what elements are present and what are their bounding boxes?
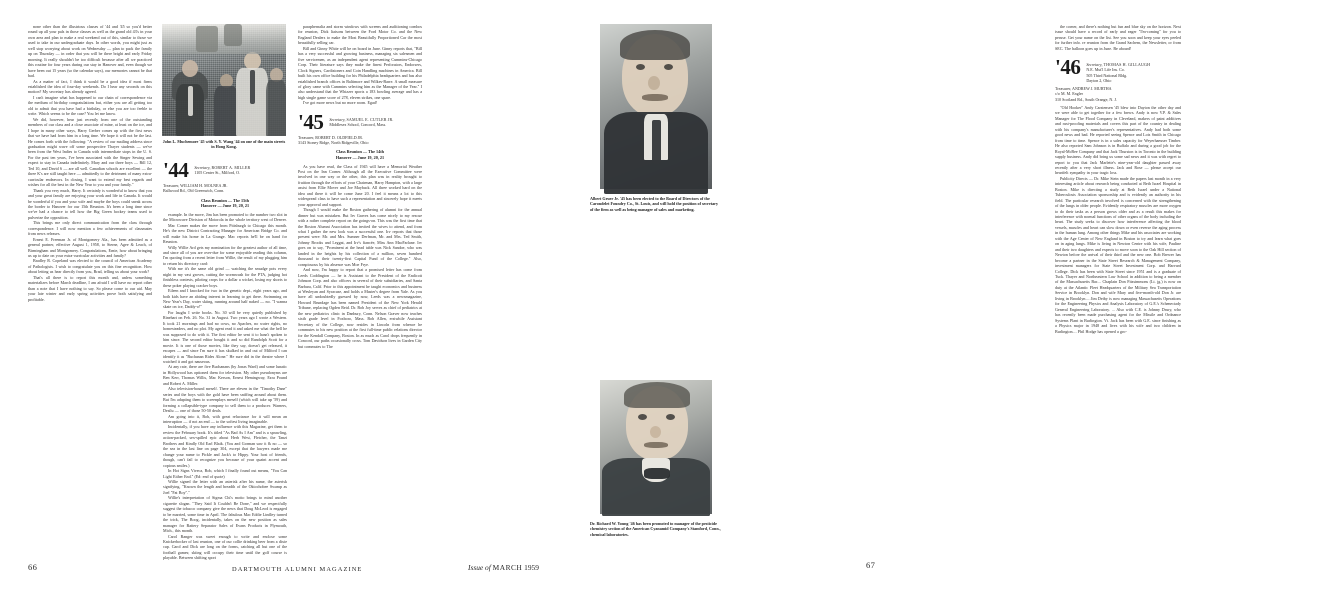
richard-young-portrait <box>600 380 712 514</box>
secretary-label: Secretary, <box>329 116 346 122</box>
page-number-right: 67 <box>866 560 876 570</box>
issue-month: MARCH <box>492 563 523 572</box>
albert-gruer-portrait <box>600 24 712 189</box>
column-3 <box>298 24 422 561</box>
paragraph: Bradley R. Copeland was elected to the council of American Academy of Pathologists. I wish to congratulate you on this fine recognition. How about letting us hear directly from you, Brad, telling us about your work? <box>28 258 152 275</box>
treasurer-label: Treasurer, <box>1055 86 1072 92</box>
class-year-45: '45 <box>298 109 324 134</box>
class-year-44: '44 <box>163 158 189 182</box>
paragraph: Thank you very much, Harry. It certainly is wonderful to know that you and your great family are enjoying your work and life in Canada. It would be wonderful if you and your wife and maybe the boys could sneak across the border to Hanover for our 15th Reunion. It's been a long time since we've had a chance to tell how the Big Green hockey teams used to pulverize the opposition. <box>28 187 152 220</box>
secretary-name: THOMAS H. GILLAUGH <box>1103 62 1151 68</box>
paragraph: Incidentally, if you have any influence with this Magazine, get them to review the February book. It's titled "As Bad As I Am" and is a sprawling, action-packed, sex-spilled epic about Herb West, Fletcher, the Tanzi Brothers and Kindly Old Earl Blaik. (You and Gorman saw it & no — so the sea in the last line on page 304, except that the lawyers made me change your name to Pickle and Jack's to Hippy. Your host of friends, though, can't fail to recognize you because of your quaint accent and copious smiles.) <box>163 424 287 468</box>
secretary-address-line-2: 505 Third National Bldg. <box>1086 72 1128 78</box>
paragraph: Though I would make the Boston gathering of alumni for the annual dinner but was mistaken. But Irv Graves has come nicely to my rescue with a rather complete report on the goings-on. This was the first time that the Boston Alumni Association has invited the wives to attend, and from what I gather the new look was a successful one. Irv reports that those present were: Mr. and Mrs. Sumner Derfman, Mr. and Mrs. Ted Smith, Johnny Brooks and Leggat, and Irv's fiancée, Miss Ann MacFarlane. Irv goes on to say, "Prominent at the head table was Nick Sandoe, who was landed in the heights by his collection of a million, seven hundred thousand to their twenty-first Capital Fund of the College." Also, conspicuous by his absence was Moe Frye. <box>298 207 422 267</box>
page-right <box>448 0 1181 600</box>
secretary-address: Middlesex School, Concord, Mass. <box>329 122 387 127</box>
paragraph: Also television-bound meself. There are eleven in the "Timothy Dane" series and the boys with the gold have been sniffing around about them. But I'm adapting them to screenplays meself (which will take up '59) and forming a collapsible-type company to sell them to a producer. Warners, Desilu — one of those 50-50 deals. <box>163 386 287 414</box>
paragraph: I've got more news but no more room. Egad! <box>303 100 378 106</box>
hong-kong-photo-caption: John L. Muchemore '45 with S. Y. Wang '44 on one of the main streets in Hong Kong. <box>162 139 286 150</box>
paragraph: Bill and Ginny White will be on board in June. Ginny reports that, "Bill has a very successful and growing business, managing six salesmen and five servicemen, as an independent agent representing Cummins-Chicago Corp. Their literature says they make the finest Perforators, Endorsers, Clock Signers, Cardizioners and Coin Handling machines in America. Bill built his own office building for his Philadelphia headquarters and has also established branch offices in Baltimore and Wilkes-Barre. A small measure of glory came with Cummins selecting him as the Manager of the Year." I also understand that the Whizzer sports a 183 bowling average and has a high single game score of 278, eleven strikes, one spare. <box>298 45 422 100</box>
treasurer-address: 3143 Stoney Ridge, North Ridgeville, Ohio <box>298 140 369 146</box>
paragraph: paraphernalia and storm windows with screens and auditioning combos for reunion, Dick liaisons between the Ford Motor Co. and the New England Dealers to make the Most Beautifully Proportioned Car the most beautifully selling car. <box>298 24 422 46</box>
paragraph: And now, I'm happy to report that a promised letter has come from Leeds Coddington — he is Assistant to the President of the Endicott Johnson Corp. and also officers in several of their subsidiaries, and Santa Barbara, Calif. Prior to this appointment he taught economics and business at Wesleyan and Syracuse, and holds a Master's degree from Yale. As you have all undoubtedly guessed by now, Leeds was a newsmagazine, Howard Brundage has been named President of the New York Herald Tribune, replacing Ogden Reid. Dr. Bob Joy serves as chief of pediatrics at the new pediatrics clinic in Danbury, Conn. Nelson Graver now teaches sixth grade level in Foxboro, Mass. Bob Allen, erstwhile Assistant Secretary of the College, now resides in Lincoln from whence he commutes to his new position at the first full-time public relations director for the Kendall Company, Boston. In as much as Carol drops frequently in Concord, our paths occasionally cross. Tom Davidson lives in Garden City but commutes to The <box>298 267 422 349</box>
treasurer-address-line-1: c/o M. M. Engler <box>1055 91 1083 97</box>
paragraph: the corner, and there's nothing but fun and blue sky on the horizon. Next issue should have a record of early and eager "I'm-coming" for you to peruse. Get your name on the list. See you soon and keep your eyes peeled for further info. re reunion from the Grand Sachem, the Newsletter, or from SEC. The balloon goes up in June. Be aboard! <box>1055 24 1181 51</box>
treasurer-name: ROBERT D. OLDFIELD JR. <box>315 134 363 140</box>
reunion-line-2: Hanover — June 19, 20, 21 <box>335 154 385 160</box>
reunion-line-2: Hanover — June 19, 20, 21 <box>200 203 250 209</box>
secretary-name: SAMUEL E. CUTLER JR. <box>346 116 394 122</box>
paragraph: Willie's interpretation of Sigma Chi's motto brings to mind another cigarette slogan. "They Said It Couldn't Be Done," and we respectfully suggest the tobacco company give the news that Doug McLeod is engaged to be married, some time in April. The fabulous Mac Eddie Lindley turned the trick, The Boog, incidentally, takes on the new position as sales manager for Battery Separator Sales of Evans Products in Plymouth, Mich., this month. <box>163 495 287 534</box>
issue-year: 1959 <box>524 563 539 572</box>
class-heading-44 <box>163 158 287 209</box>
secretary-label: Secretary, <box>1086 62 1103 68</box>
class-46-secretary <box>1086 58 1150 83</box>
paragraph: Ernest E. Freeman Jr. of Montgomery Ala., has been admitted as a general partner, effective August 1, 1958, to Sterne, Agee & Leach, of Birmingham and Montgomery. Congratulations, Ernie, how about bringing us up to date on your extra-curricular activities and family? <box>28 236 152 259</box>
paragraph: For laughs I write books. No. 30 will be very quietly published by Rinehart on Feb. 26. No. 31 in August. Two years ago I wrote a Western. It took 21 mornings and had no cows, no Apaches, no water rights, no homesteaders, and no plot. My agent read it and asked me what the hell he was supposed to do with it. The first editor he sent it to hasn't spoken to him since. The second editor bought it and so did Randolph Scott for a movie. It is one of those movies, like they say, doesn't get released, it escapes — and since I'm sure it has skulked in and out of Milford I can identify it as "Buchanan Rides Alone." He sure did in the theatre where I watched it and got nauseous. <box>163 309 287 365</box>
class-45-secretary <box>329 113 393 127</box>
paragraph: At any rate, there are five Buchanans (by Jonas Ward) and some lunatic in Hollywood has optioned them for television. My other pseudonyms are Ben Kerr, Thomas Willis, Mac Kerson, Ernest Hemingway, Ezra Pound and Robert A. Miller. <box>163 364 287 386</box>
class-45-treasurer <box>298 135 422 146</box>
reunion-line-1: Class Reunion — The 15th <box>201 197 249 203</box>
class-heading-46 <box>1055 55 1181 102</box>
paragraph: example. In the move, Jim has been promoted to the number two slot in the Microwave Division of Motorola in the whole territory west of Denver. <box>163 211 287 223</box>
class-heading-45 <box>298 109 422 161</box>
class-44-treasurer <box>163 183 287 194</box>
paragraph: This brings me only direct communication from the class through correspondence. I will now mention a few achievements of classmates from news releases. <box>28 220 152 237</box>
issue-line <box>468 563 539 572</box>
column-1 <box>28 24 152 561</box>
treasurer-name: WILLIAM H. MOLNEA JR. <box>180 183 228 188</box>
class-44-reunion <box>163 198 287 209</box>
magazine-name-left: DARTMOUTH ALUMNI MAGAZINE <box>232 566 363 573</box>
class-44-secretary <box>194 161 250 175</box>
paragraph: "Old Hooker" Andy Carstensen '45 blew into Dayton the other day and we were able to get together for a few brews. Andy is now V.P. & Sales Manager for The Flood Company in Cleveland, makers of paint additives and rust-proofing materials and covers this part of the country in dealing with his company's manufacturer's representatives. Andy had both some good news and bad. He reported seeing Spence and Lois Smith in Chicago from time to time. Spence is in a sales capacity for Weyerhaeuser Timber. He also reported Sam Johnson is in Buffalo and during a good job for the Royal-McBee Company and that Jack Thurston is in Toronto in the building supply business. Andy did bring us some sad news and it was with regret to report to you that Jack Marlette's nine-year-old daughter passed away recently after a very short illness. Jack and Rose — please accept our heartfelt sympathy in your tragic loss. <box>1055 104 1181 176</box>
paragraph: Am going into it, Bob, with great reluctance for it will mean an interruption — if not an end — to the softest living imaginable. <box>163 413 287 424</box>
right-page-columns <box>918 24 1318 558</box>
paragraph: Publicity Directs — Dr. Mike Stein made the papers last month in a very interesting article about research being conducted at Beth Israel Hospital in Boston. Mike is directing a study at Beth Israel under a National Tuberculosis Association sponsorship and is evidently an authority in his field. The particular research involved is concerned with the strengthening of the lungs in older people. Evidently respiratory muscles are more oxygen to do their tasks as a person grows older and as a result this makes for interference with normal functions of other organs of the body including the heart. The study seeks to discover how interference affecting the blood vessels, muscles and heart can slow down or even reverse the aging process in the human lung. Among other things Mike and his associates are working with the Age Center of New England in Boston to try and learn what goes on in aging lungs. Mike is living in Newton Centre with his wife, Pauline and their two daughters and expects to move soon to the Oak Hill section of Newton before the arrival of their third and the new one. Bob Brewer has become a partner in the State Street Research & Management Company, investment managers for State Street Investment Corp. and Harvard College. Dick has been with State Street since 1951 and is a graduate of Tuck. Thayer and Northeastern Law School in addition to being a member of the Massachusetts Bar.... Chaplain Don Fitzsimmons (Lt. jg.) is now on duty at the Atlantic Fleet Headquarters of the Military Sea Transportation Service in Brooklyn. Don and wife Mary and five-month-old Don Jr. are living in Brooklyn.... Jim Deiby is now managing Massachusetts Operations for the Engineering Physics and Analysis Laboratory of G.E.'s Schenectady General Engineering Laboratory. ... Also with C.E. is Johnny Drury, who has recently been made purchasing agent for the Missile and Ordnance Systems Plant in Burlington. Vt. Jack has been with G.E. since finishing as a Physics major in 1948 and lives with his wife and two children in Burlington.... Phil Hodge has opened a gro- <box>1055 175 1181 334</box>
paragraph: With me it's the same old grind — watching the smudge pots every night in my vast groves, cutting the wormwash for the PTA, judging hot finishless contests, piloting crops for a dollar a wicket, losing my shorts to these poker playing cracker boys. <box>163 266 287 288</box>
paragraph: Willie signed the letter with an asterisk after his name, the asterisk signifying, "Known the length and breadth of the Oktochobee Swamp as Joel "Fat Boy"." <box>163 478 287 495</box>
treasurer-address: Ballwood Rd., Old Greenwich, Conn. <box>163 188 225 194</box>
column-5 <box>918 24 1044 558</box>
class-year-46: '46 <box>1055 55 1081 80</box>
treasurer-label: Treasurer, <box>163 183 180 188</box>
issue-prefix: Issue of <box>468 563 491 572</box>
treasurer-name: ANDREW J. MURTHA <box>1072 86 1112 92</box>
class-45-reunion <box>298 149 422 160</box>
column-6 <box>1055 24 1181 558</box>
richard-young-caption: Dr. Richard W. Young '46 has been promoted to manager of the pesticide chemistry section of the American Cyanamid Company's Stamford, Conn., chemical laboratories. <box>590 521 721 537</box>
hong-kong-street-photo <box>162 24 286 136</box>
class-46-treasurer <box>1055 86 1181 102</box>
paragraph: Mac Comer makes the move from Pittsburgh to Chicago this month. He's the new District Contracting Manager for American Bridge Co. and will make his home in La Grange. Mac reports he'll be on hand for Reunion. <box>163 222 287 245</box>
paragraph: I can't imagine what has happened to our chain of correspondence via the medium of birthday congratulations but, either you are all getting too old to admit that you have had a birthday, or else you are too feeble to write. Which seems to be the case? You let me know. <box>28 94 152 117</box>
secretary-address-line-3: Dayton 2, Ohio <box>1086 77 1112 83</box>
paragraph: As you have read, the Class of 1945 will have a Memorial Weather Post on the Inn Corner. Although all the Executive Committee were involved in one way or the other, this plan was in reality brought to fruition through the efforts of your Chairman, Harry Hampton, with a large assist from Ellie Mover and Joe Mayback. All three worked hard on the idea and there it will be come June 20. I feel it means a lot to this widespread class to have such a representation and sincerely hope it meets your approval and support. <box>298 163 422 207</box>
paragraph: As a matter of fact, I think it would be a good idea if most firms established the idea of four-day weekends. Do I hear any seconds on this motion? My secretary has already agreed. <box>28 78 152 95</box>
albert-gruer-caption: Albert Gruer Jr. '45 has been elected to the Board of Directors of the Carondelet Foundry Co., St. Louis, and will hold the position of secretary of the firm as well as being manager of sales and marketing. <box>590 196 719 212</box>
secretary-name: ROBERT A. MILLER <box>211 165 251 170</box>
page-number-left: 66 <box>28 562 38 572</box>
secretary-address: 1105 Center St., Milford, O. <box>194 170 241 176</box>
page-left <box>0 0 448 600</box>
paragraph: In Hot Signs Viveca, Bob, which I finally found out means, "You Can Light Either End." (Ed: end of quote) <box>163 468 287 479</box>
paragraph: Eileen and I knocked for two in the genetic dept., eight years ago, and both kids have an abiding interest in learning to get there. Swimming on New Year's Day, water skiing, running around half naked — no. "I wanna skate on ice, Daddy-o!" <box>163 288 287 310</box>
paragraph: Willy Willie Ard gets my nomination for the greatest author of all time, and since all of you are over-due for some enjoyable reading this column, I'm quoting from a recent letter from Willie, the result of my plugging him to return his directory card: <box>163 244 287 266</box>
reunion-line-1: Class Reunion — The 14th <box>336 149 384 155</box>
secretary-address-line-1: N.E. Mut'l Life Ins. Co. <box>1086 67 1125 73</box>
paragraph: We did, however, hear just recently from one of the outstanding members of our class and a close associate of mine, at least on the ice, and I hope in many other ways, Harry Gerber comes up with the first news that we have had from him in a long time. We hope it will not be the last. He comes forth with the following: "A review of our mailing address since graduation might wave off some prospective Thayer students — we've been from the West Indies to Canada with intermediate stops in the U. S. For the past ten years, I've been associated with the Singer Sewing and expect to stay in Canada indefinitely. Mary and our three boys — Bill 12, Ted 10, and David 6 — are all well. Canadian schools are excellent — the three K's are still taught here — admittedly to the detriment of many extra-curricular endeavors. In closing, I want to extend my best regards and wishes for all the best in the New Year to you and your family." <box>28 116 152 188</box>
secretary-label: Secretary, <box>194 165 211 170</box>
paragraph: Carol Ranger was sweet enough to write and enclose some Knickerbocker of last reunion, one of our collie drinking beer from a dixie cup. Carol and Dick are long on the forms, catching all but one of the football games; skiing will occupy their time until the golf course is playable. Between shifting sport <box>163 533 287 561</box>
treasurer-label: Treasurer, <box>298 134 315 140</box>
paragraph: none other than the illustrious classes of '44 and '45 so you'd better round up all your pals in those classes as well as the grand old 43's in your own area and plan to make a real weekend out of this, similar to those we used to take in our undergraduate days. In other words, you might just as well stop worrying about work on Wednesday — plan to pack the family up on Thursday — in order that you will be there bright and early Friday morning. It really shouldn't be too difficult because after all we practiced this routine for four years during our stay in Hanover and, even though we have been out 15 years (so the calendar says), our memories cannot be that bad. <box>28 24 152 79</box>
paragraph: That's all there is to report this month and, unless something materializes before March deadline, I am afraid I will have no report other than a note that I have nothing to say. So please come to our aid. May your late winter and early spring activities prove both satisfying and profitable. <box>28 274 152 302</box>
treasurer-address-line-2: 310 Scotland Rd., South Orange, N. J. <box>1055 96 1117 102</box>
